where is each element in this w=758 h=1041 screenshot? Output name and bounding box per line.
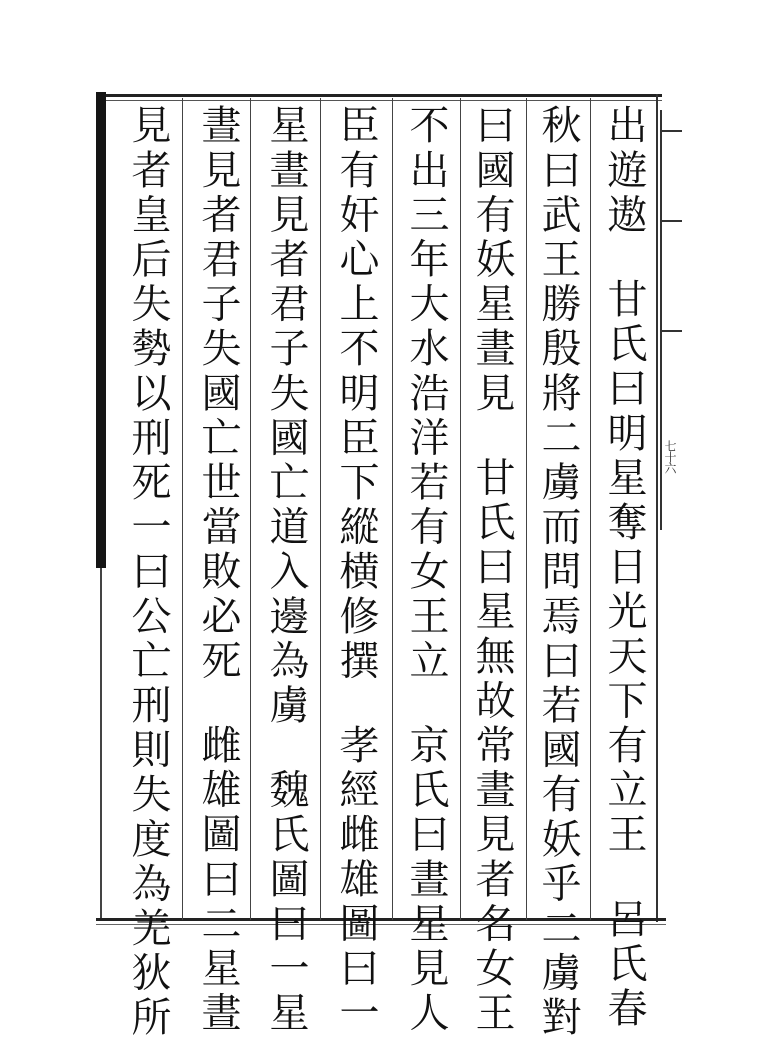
page-border-left [100,568,102,920]
page-number-label: 七十六 [663,440,677,473]
column-separator [182,98,183,920]
text-column-6 [258,104,314,1037]
text-segment: 京氏曰晝星見人 [403,723,449,1037]
text-column-1 [596,104,652,1032]
column-separator [526,98,527,920]
page-border-left-thick [96,92,106,568]
text-segment: 呂氏春 [601,897,647,1032]
text-column-3 [464,104,520,1037]
text-segment: 星晝見者君子失國亡道入邊為虜 [263,104,309,729]
text-segment: 孝經雌雄圖曰一 [333,723,379,1037]
text-segment: 不出三年大水浩洋若有女王立 [403,104,449,684]
text-segment: 甘氏曰星無故常晝見者名女王 [469,456,515,1037]
text-segment: 出遊遨 [601,104,647,238]
text-segment: 魏氏圖曰一星 [263,768,309,1037]
page-border-right [656,94,658,922]
text-column-2 [530,104,586,1041]
column-separator [392,98,393,920]
text-column-8 [120,104,176,1041]
page-border-top [106,94,662,97]
text-segment: 甘氏曰明星奪日光天下有立王 [601,277,647,858]
column-separator [320,98,321,920]
page-border-top-inner [106,100,662,101]
text-segment: 雌雄圖曰二星晝 [195,723,241,1037]
column-separator [250,98,251,920]
column-separator [590,98,591,920]
text-segment: 晝見者君子失國亡世當敗必死 [195,104,241,684]
text-segment: 見者皇后失勢以刑死一曰公亡刑則失度為羌狄所 [125,104,171,1041]
text-segment: 曰國有妖星晝見 [469,104,515,417]
column-separator [460,98,461,920]
text-column-7 [190,104,246,1037]
text-segment: 臣有奸心上不明臣下縱横修撰 [333,104,379,684]
text-column-5 [328,104,384,1037]
text-segment: 秋曰武王勝殷將二虜而問焉曰若國有妖乎二虜對 [535,104,581,1041]
text-column-4 [398,104,454,1037]
